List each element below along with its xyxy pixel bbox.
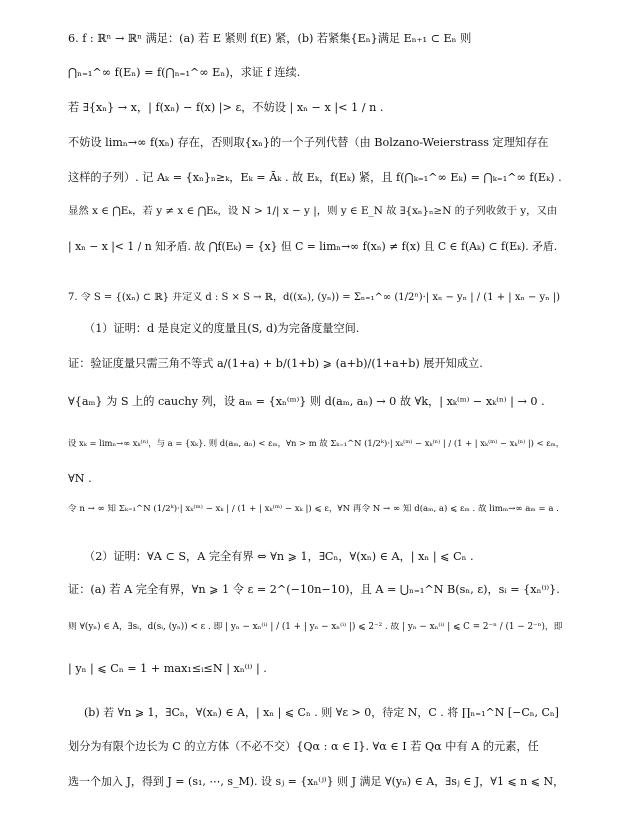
p7-part1-line1: 证：验证度量只需三角不等式 a/(1+a) + b/(1+b) ⩾ (a+b)/(1+a+b) 展开知成立. (68, 357, 483, 370)
p6-proof-line5: | xₙ − x |< 1 / n 知矛盾. 故 ⋂f(Eₖ) = {x} 但 C = limₙ→∞ f(xₙ) ≠ f(x) 且 C ∈ f̄(Aₖ) ⊂ f(Eₖ). 矛盾. (68, 240, 558, 253)
p7-part1-line3: 设 xₖ = limₙ→∞ xₖ⁽ⁿ⁾，与 a = {xₖ}. 则 d(aₘ, aₙ) < εₘ，∀n > m 故 Σₖ₌₁^N (1/2ᵏ)·| xₖ⁽ᵐ⁾ − xₖ⁽ⁿ⁾ | / (1 + | xₖ⁽ᵐ⁾ − xₖ⁽ⁿ⁾ |) < εₘ， (68, 438, 564, 448)
p7-part2-line2: 则 ∀(yₙ) ∈ A，∃sᵢ，d(sᵢ, (yₙ)) < ε . 即 | yₙ − xₙ⁽ⁱ⁾ | / (1 + | yₙ − xₙ⁽ⁱ⁾ |) ⩽ 2⁻² . 故 | yₙ − xₙ⁽ⁱ⁾ | ⩽ C = 2⁻ⁿ / (1 − 2⁻ⁿ)，即 (68, 622, 563, 632)
p7-part2-line6: 选一个加入 J，得到 J = (s₁, ⋯, s_M). 设 sⱼ = {xₙ⁽ʲ⁾} 则 J 满足 ∀(yₙ) ∈ A，∃sⱼ ∈ J，∀1 ⩽ n ⩽ N， (68, 775, 564, 788)
p6-proof-line4: 显然 x ∈ ⋂Eₖ，若 y ≠ x ∈ ⋂Eₖ，设 N > 1/| x − y |，则 y ∈ E_N 故 ∃{xₙ}ₙ≥N 的子列收敛于 y，又由 (68, 205, 558, 217)
p7-part1-line5: 令 n → ∞ 知 Σₖ₌₁^N (1/2ᵏ)·| xₖ⁽ᵐ⁾ − xₖ | / (1 + | xₖ⁽ᵐ⁾ − xₖ |) ⩽ ε，∀N 再令 N → ∞ 知 d(aₘ, a) ⩽ εₘ . 故 limₘ→∞ aₘ = a . (68, 504, 559, 514)
p7-part2-line3: | yₙ | ⩽ Cₙ = 1 + max₁≤ᵢ≤N | xₙ⁽ⁱ⁾ | . (68, 662, 267, 675)
p7-part1-line2: ∀{aₘ} 为 S 上的 cauchy 列，设 aₘ = {xₙ⁽ᵐ⁾} 则 d(aₘ, aₙ) → 0 故 ∀k，| xₖ⁽ᵐ⁾ − xₖ⁽ⁿ⁾ | → 0 . (68, 395, 545, 408)
p6-proof-line3: 这样的子列）. 记 Aₖ = {xₙ}ₙ≥ₖ，Eₖ = Āₖ . 故 Eₖ，f(Eₖ) 紧，且 f(⋂ₖ₌₁^∞ Eₖ) = ⋂ₖ₌₁^∞ f(Eₖ) . (68, 171, 562, 184)
p6-proof-line1: 若 ∃{xₙ} → x，| f(xₙ) − f(x) |> ε，不妨设 | xₙ − x |< 1 / n . (68, 101, 384, 114)
p7-part2-title: （2）证明：∀A ⊂ S，A 完全有界 ⇔ ∀n ⩾ 1，∃Cₙ，∀(xₙ) ∈ A，| xₙ | ⩽ Cₙ . (84, 550, 474, 563)
p7-part2-line4: (b) 若 ∀n ⩾ 1，∃Cₙ，∀(xₙ) ∈ A，| xₙ | ⩽ Cₙ . 则 ∀ε > 0，待定 N，C . 将 ∏ₙ₌₁^N [−Cₙ, Cₙ] (84, 706, 559, 719)
p7-part2-line1: 证：(a) 若 A 完全有界，∀n ⩾ 1 令 ε = 2^(−10n−10)，且 A = ⋃ₙ₌₁^N B(sₙ, ε)，sᵢ = {xₙ⁽ⁱ⁾}. (68, 583, 560, 596)
p7-part2-line5: 划分为有限个边长为 C 的立方体（不必不交）{Qα : α ∈ I}. ∀α ∈ I 若 Qα 中有 A 的元素，任 (68, 740, 539, 753)
p6-statement-line2: ⋂ₙ₌₁^∞ f(Eₙ) = f(⋂ₙ₌₁^∞ Eₙ)，求证 f 连续. (68, 66, 301, 79)
p7-part1-title: （1）证明：d 是良定义的度量且(S, d)为完备度量空间. (84, 322, 360, 335)
p7-statement: 7. 令 S = {(xₙ) ⊂ ℝ} 并定义 d : S × S → ℝ，d((xₙ), (yₙ)) = Σₙ₌₁^∞ (1/2ⁿ)·| xₙ − yₙ | / (1 + | xₙ − yₙ |) (68, 292, 560, 303)
p6-proof-line2: 不妨设 limₙ→∞ f(xₙ) 存在，否则取{xₙ}的一个子列代替（由 Bolzano-Weierstrass 定理知存在 (68, 136, 549, 149)
p6-statement-line1: 6. f : ℝⁿ → ℝⁿ 满足：(a) 若 E 紧则 f(E) 紧，(b) 若紧集{Eₙ}满足 Eₙ₊₁ ⊂ Eₙ 则 (68, 32, 472, 45)
p7-part1-line4: ∀N . (68, 472, 92, 485)
